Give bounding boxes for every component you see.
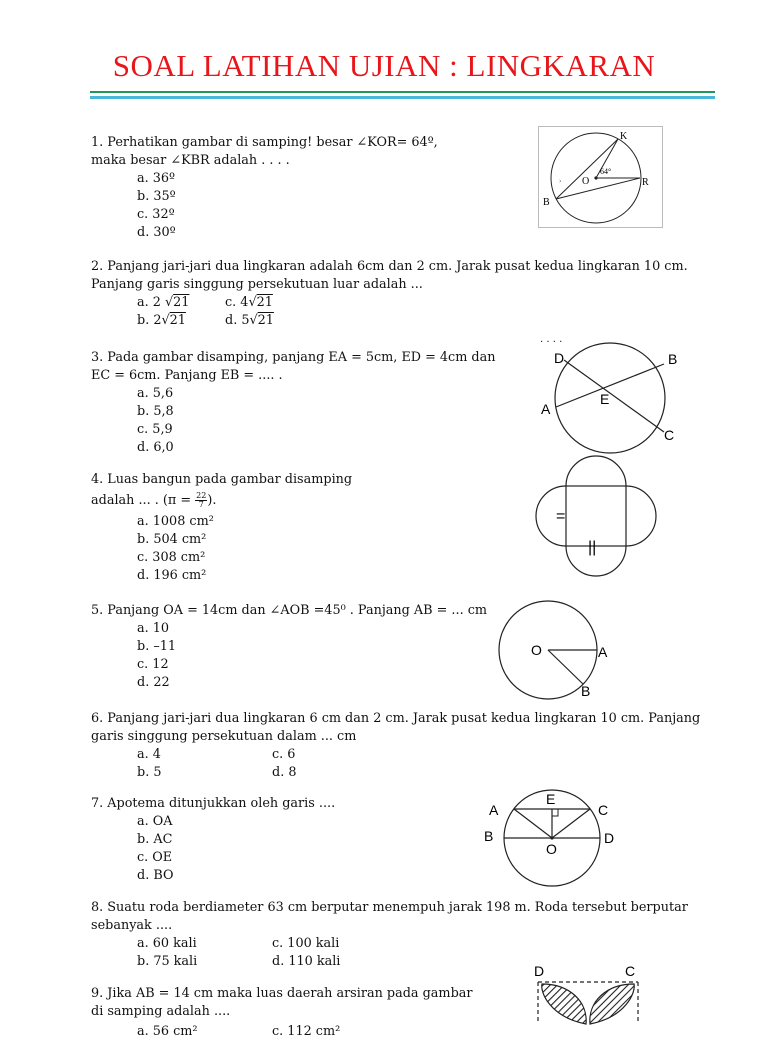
option-d: d. 22 (137, 675, 170, 690)
option-b: b. 5 (137, 765, 162, 780)
figure-mark-equal: = (556, 508, 566, 525)
question-4-line-2: adalah ... . (π = $\frac{22}{7}$ ). (91, 491, 217, 509)
question-9-options (137, 1023, 473, 1041)
question-2-options (137, 294, 688, 330)
question-6-options (137, 746, 700, 782)
option-a: a. 4 (137, 747, 161, 762)
figure-label-c: C (664, 427, 675, 443)
question-7 (91, 795, 335, 885)
question-5-line-1: 5. Panjang OA = 14cm dan ∠AOB =45⁰ . Panjang AB = ... cm (91, 603, 488, 618)
figure-label-e: E (600, 391, 610, 407)
figure-label-o: O (531, 642, 542, 658)
title-rule-blue (90, 96, 715, 99)
figure-label-d: D (554, 350, 565, 366)
figure-label-e: E (546, 791, 556, 807)
option-a: a. OA (137, 814, 173, 829)
question-5 (91, 602, 487, 692)
question-4-figure (538, 456, 656, 586)
question-8 (91, 899, 688, 971)
question-1-line-1: 1. Perhatikan gambar di samping! besar ∠KOR= 64º, (91, 135, 438, 150)
option-a: a. 10 (137, 621, 170, 636)
question-9-line-2: di samping adalah .... (91, 1004, 231, 1019)
stray-dots: . . . . (540, 334, 563, 345)
option-c: c. 5,9 (137, 422, 173, 437)
option-d: d. 110 kali (272, 954, 341, 969)
option-a: a. 1008 cm² (137, 514, 214, 529)
figure-label-a: A (541, 401, 551, 417)
figure-label-a: A (489, 802, 499, 818)
question-4 (91, 471, 352, 585)
question-6-line-2: garis singgung persekutuan dalam ... cm (91, 729, 357, 744)
figure-label-r: R (642, 177, 649, 188)
question-1-line-2: maka besar ∠KBR adalah . . . . (91, 153, 290, 168)
question-9-line-1: 9. Jika AB = 14 cm maka luas daerah arsiran pada gambar (91, 986, 473, 1001)
option-c: c. 6 (272, 747, 296, 762)
option-c: c. OE (137, 850, 173, 865)
question-5-figure (498, 600, 618, 700)
question-5-options (137, 620, 487, 692)
figure-angle-mark: › (559, 177, 562, 185)
figure-mark-parallel: || (588, 539, 597, 556)
option-b: b. 35º (137, 189, 176, 204)
figure-label-b: B (668, 351, 678, 367)
figure-label-b: B (484, 828, 494, 844)
figure-label-o: O (582, 176, 590, 187)
figure-label-c: C (598, 802, 609, 818)
option-b: b. 2√21 (137, 313, 186, 328)
question-7-line-1: 7. Apotema ditunjukkan oleh garis .... (91, 796, 336, 811)
question-7-options (137, 813, 335, 885)
option-a: a. 60 kali (137, 936, 197, 951)
option-d: d. 196 cm² (137, 568, 207, 583)
question-4-options (137, 513, 352, 585)
figure-label-d: D (604, 830, 615, 846)
pi-fraction: $\frac{22}{7}$ (196, 491, 207, 509)
question-1-options (137, 170, 438, 242)
option-a: a. 2 √21 (137, 295, 190, 310)
question-6 (91, 710, 700, 782)
option-c: c. 100 kali (272, 936, 340, 951)
option-b: b. –11 (137, 639, 177, 654)
option-d: d. 30º (137, 225, 176, 240)
option-c: c. 308 cm² (137, 550, 206, 565)
question-9 (91, 985, 473, 1041)
question-3-line-2: EC = 6cm. Panjang EB = .... . (91, 368, 283, 383)
option-d: d. 6,0 (137, 440, 174, 455)
option-a: a. 56 cm² (137, 1024, 198, 1039)
figure-label-o: O (546, 841, 557, 857)
question-2-line-2: Panjang garis singgung persekutuan luar adalah ... (91, 277, 423, 292)
question-3-options (137, 385, 495, 457)
figure-label-d: D (534, 963, 545, 979)
question-3-figure (538, 342, 688, 457)
question-1-figure (538, 126, 663, 228)
option-d: d. 5√21 (225, 313, 274, 328)
option-b: b. 75 kali (137, 954, 198, 969)
question-8-line-1: 8. Suatu roda berdiameter 63 cm berputar menempuh jarak 198 m. Roda tersebut berputar (91, 900, 688, 915)
figure-label-a: A (598, 644, 608, 660)
option-a: a. 5,6 (137, 386, 174, 401)
question-8-line-2: sebanyak .... (91, 918, 173, 933)
figure-angle-label: 64° (600, 167, 612, 176)
option-b: b. 5,8 (137, 404, 174, 419)
option-c: c. 12 (137, 657, 169, 672)
option-c: c. 32º (137, 207, 175, 222)
question-2-line-1: 2. Panjang jari-jari dua lingkaran adalah 6cm dan 2 cm. Jarak pusat kedua lingkaran 10 cm. (91, 259, 688, 274)
option-d: d. 8 (272, 765, 297, 780)
question-2 (91, 258, 688, 330)
option-b: b. AC (137, 832, 173, 847)
title-rule-green (90, 91, 715, 93)
option-a: a. 36º (137, 171, 176, 186)
question-1 (91, 134, 438, 242)
figure-label-b: B (581, 683, 591, 699)
question-6-line-1: 6. Panjang jari-jari dua lingkaran 6 cm dan 2 cm. Jarak pusat kedua lingkaran 10 cm. Panjang (91, 711, 701, 726)
question-9-figure (530, 962, 646, 1024)
figure-label-c: C (625, 963, 636, 979)
page-title: SOAL LATIHAN UJIAN : LINGKARAN (112, 48, 656, 83)
question-4-line-1: 4. Luas bangun pada gambar disamping (91, 472, 353, 487)
question-3-line-1: 3. Pada gambar disamping, panjang EA = 5cm, ED = 4cm dan (91, 350, 496, 365)
figure-label-k: K (620, 131, 628, 142)
figure-label-b: B (543, 197, 550, 208)
option-c: c. 112 cm² (272, 1024, 341, 1039)
option-b: b. 504 cm² (137, 532, 207, 547)
question-3 (91, 349, 495, 457)
option-d: d. BO (137, 868, 174, 883)
option-c: c. 4√21 (225, 295, 273, 310)
question-7-figure (484, 788, 624, 886)
